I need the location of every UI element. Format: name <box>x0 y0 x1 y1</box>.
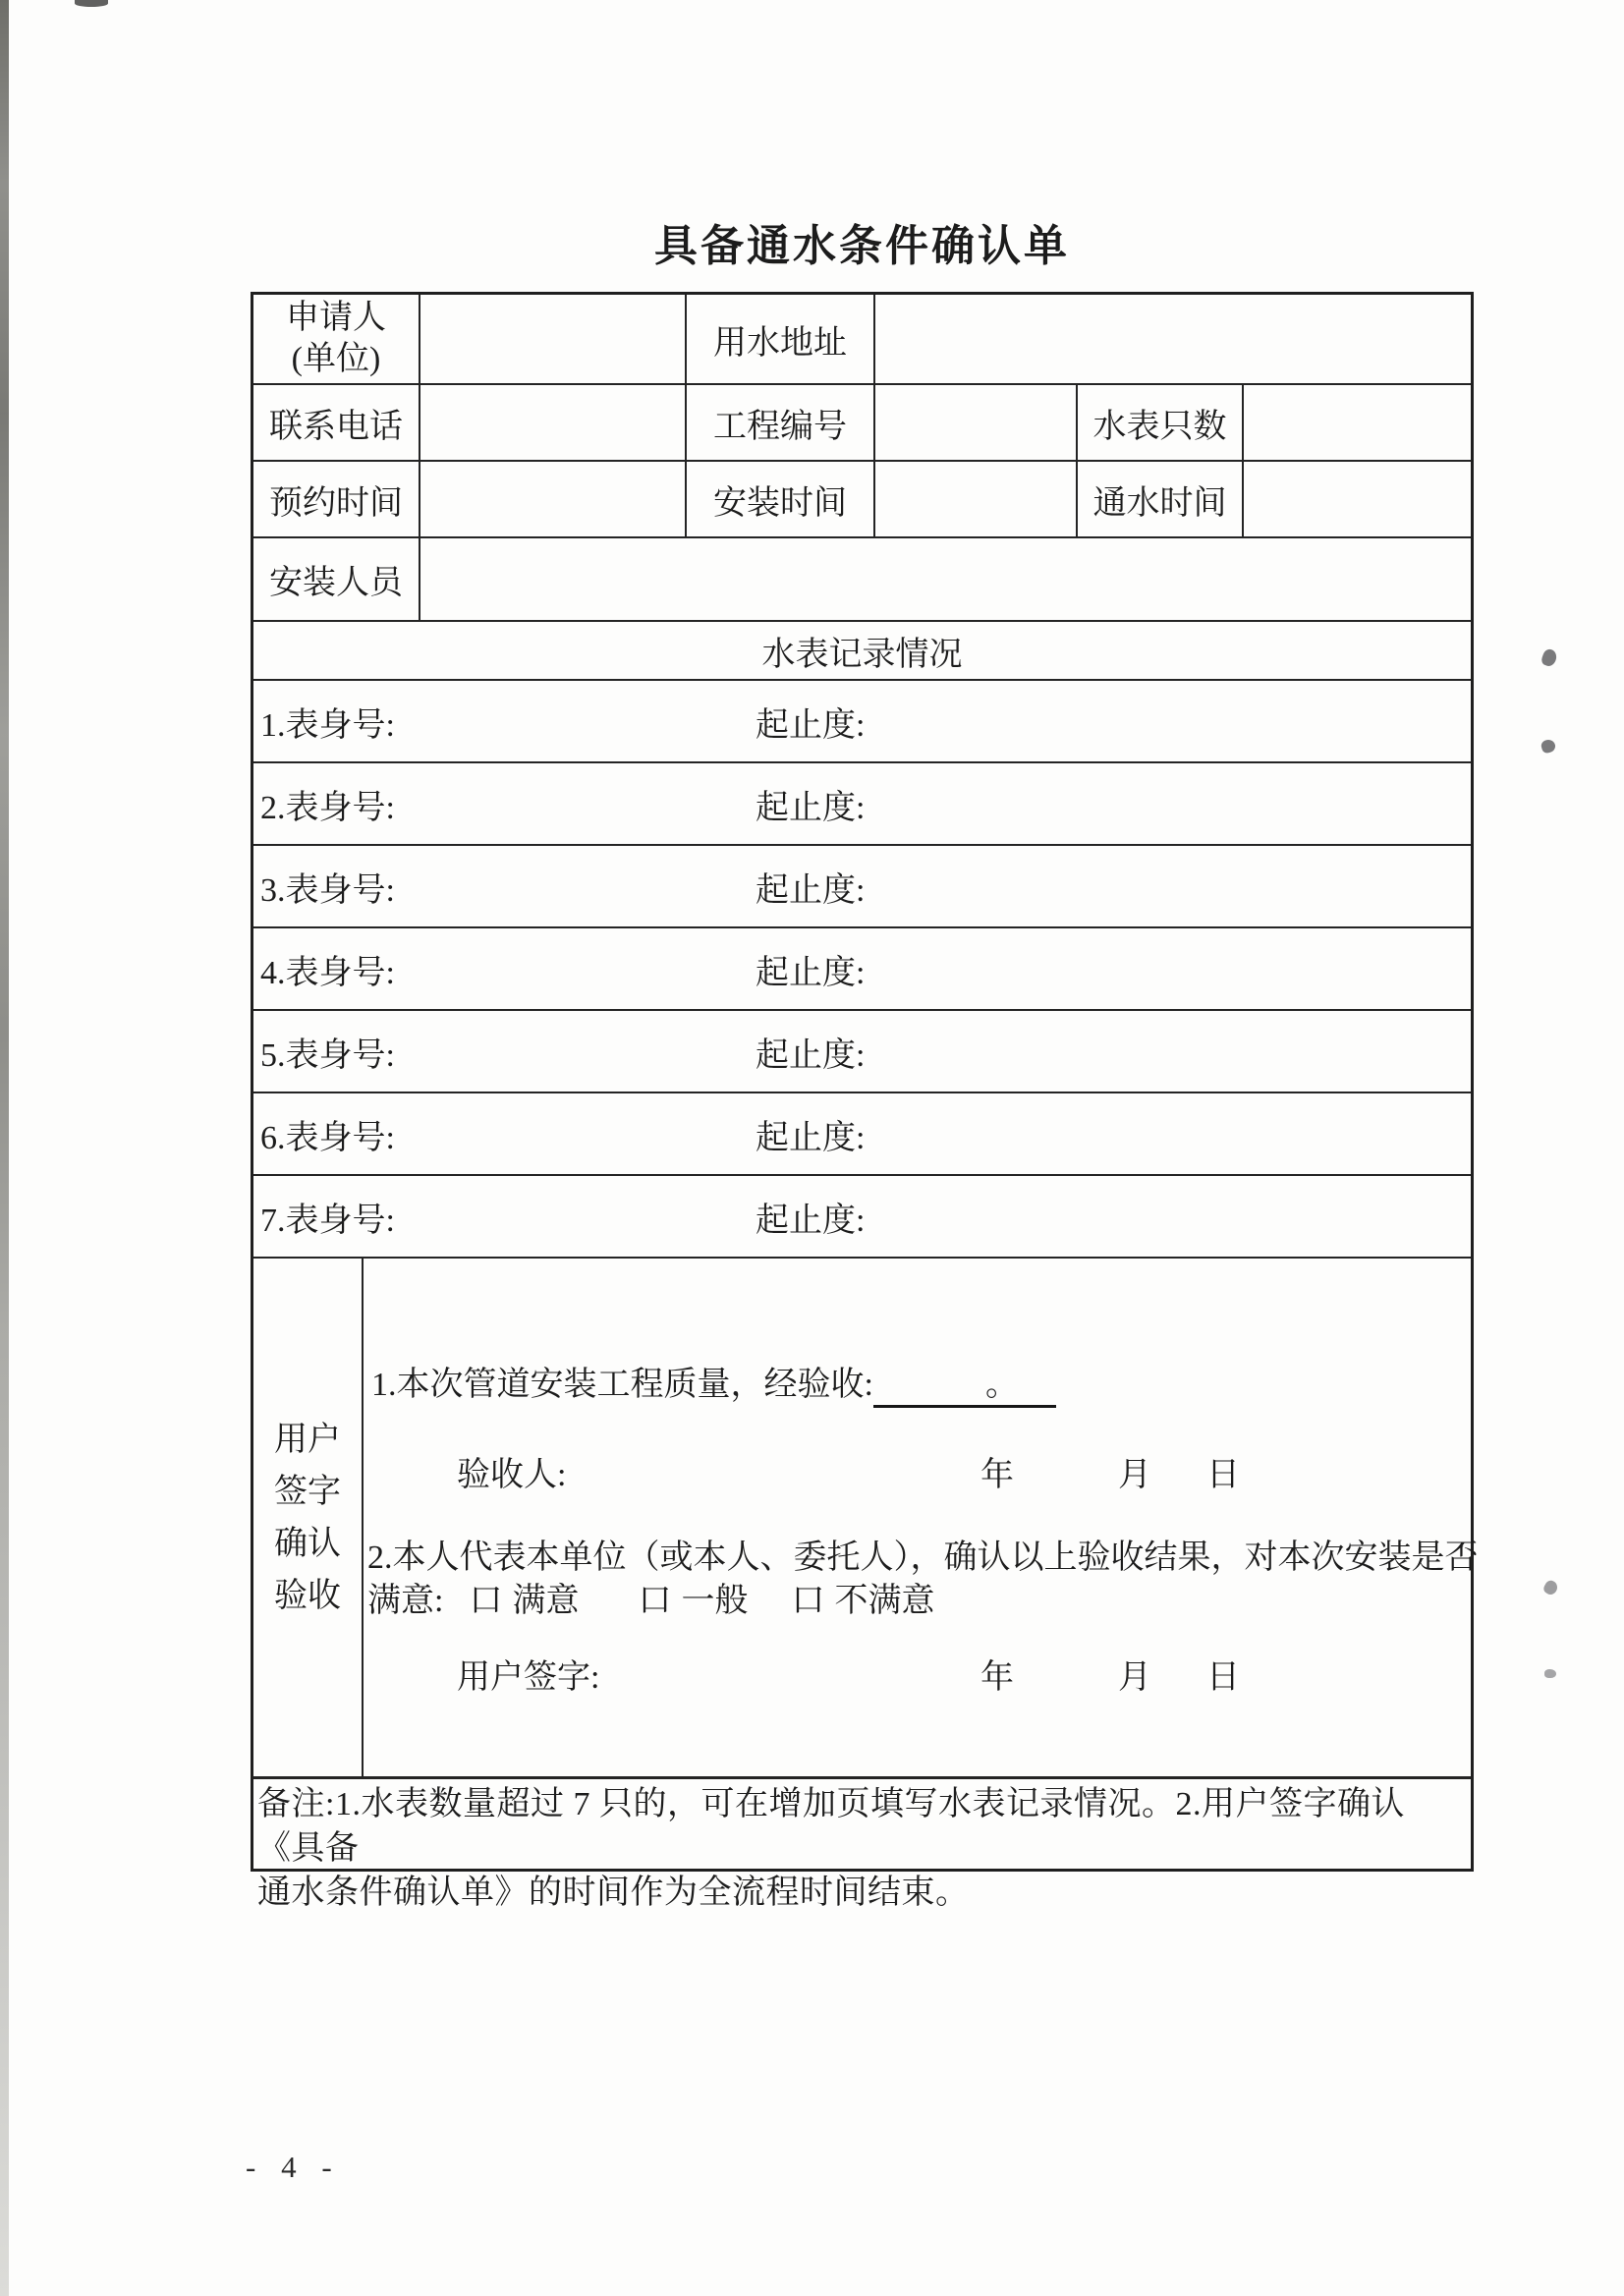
meter-count-value-cell <box>1244 385 1471 460</box>
meter-body-no-label: 4.表身号: <box>260 954 395 991</box>
applicant-label-cell <box>253 295 420 383</box>
month-label: 月 <box>1118 1659 1151 1696</box>
option-satisfied-label: 满意 <box>512 1583 580 1619</box>
scanner-edge-artifact <box>0 0 9 2296</box>
satisfaction-options-line <box>367 1573 1471 1621</box>
scan-speck <box>1540 647 1559 668</box>
option-unsatisfied <box>791 1573 934 1621</box>
meter-row-2 <box>253 763 1471 846</box>
year-label: 年 <box>980 1457 1014 1493</box>
meter-count-label-cell: 水表只数 <box>1078 385 1244 460</box>
option-unsatisfied-label: 不满意 <box>834 1583 935 1619</box>
remarks-row <box>253 1779 1471 1911</box>
meter-range-label: 起止度: <box>756 1119 866 1156</box>
address-label-cell: 用水地址 <box>687 295 875 383</box>
acceptance-item-1 <box>371 1357 1471 1408</box>
installer-label-cell: 安装人员 <box>253 538 420 620</box>
project-label-cell: 工程编号 <box>687 385 875 460</box>
scan-speck <box>1540 738 1557 754</box>
meter-range-label: 起止度: <box>756 1202 866 1239</box>
meter-body-no-label: 2.表身号: <box>260 789 395 826</box>
install-time-label-cell: 安装时间 <box>687 462 875 536</box>
confirmation-form-table <box>251 292 1479 1911</box>
year-label: 年 <box>980 1659 1014 1696</box>
wateron-time-value-cell <box>1244 462 1471 536</box>
meter-row-3 <box>253 846 1471 928</box>
signature-content <box>364 1259 1479 1776</box>
applicant-label-line1: 申请人 <box>286 300 386 336</box>
meter-body-no-label: 7.表身号: <box>260 1202 395 1239</box>
meter-range-label: 起止度: <box>756 954 866 991</box>
day-label: 日 <box>1206 1457 1240 1493</box>
applicant-label-line2: (单位) <box>291 341 381 377</box>
wateron-time-label-cell: 通水时间 <box>1078 462 1244 536</box>
scan-speck <box>1541 1579 1559 1597</box>
period-mark: 。 <box>984 1367 1019 1403</box>
appointment-value-cell <box>420 462 687 536</box>
meter-range-label: 起止度: <box>756 1036 866 1074</box>
meter-range-label: 起止度: <box>756 789 866 826</box>
acceptance-item-2-line1: 2.本人代表本单位（或本人、委托人），确认以上验收结果，对本次安装是否 <box>367 1540 1479 1576</box>
acceptor-label: 验收人: <box>457 1457 567 1493</box>
meter-body-no-label: 5.表身号: <box>260 1036 395 1074</box>
month-label: 月 <box>1118 1457 1151 1493</box>
appointment-label-cell: 预约时间 <box>253 462 420 536</box>
satisfaction-prefix: 满意: <box>367 1583 444 1619</box>
meter-row-6 <box>253 1093 1471 1176</box>
row-installer <box>253 538 1471 622</box>
user-sign-label: 用户签字: <box>457 1659 600 1696</box>
row-meter-section-header <box>253 622 1471 681</box>
checkbox-unsatisfied-icon: 口 <box>791 1583 825 1619</box>
acceptance-item-1-text: 1.本次管道安装工程质量，经验收: <box>371 1367 873 1403</box>
page-title: 具备通水条件确认单 <box>654 222 1070 270</box>
remarks-line1: 备注:1.水表数量超过 7 只的，可在增加页填写水表记录情况。2.用户签字确认《具备 <box>257 1786 1405 1867</box>
meter-section-title: 水表记录情况 <box>761 636 963 673</box>
meter-row-7 <box>253 1176 1471 1259</box>
meter-range-label: 起止度: <box>756 706 866 744</box>
option-satisfied <box>469 1573 579 1621</box>
side-label-line: 确认 <box>274 1525 341 1562</box>
signature-section <box>253 1259 1479 1779</box>
meter-row-1 <box>253 681 1471 763</box>
phone-value-cell <box>420 385 687 460</box>
day-label: 日 <box>1206 1659 1240 1696</box>
checkbox-average-icon: 口 <box>638 1583 672 1619</box>
option-average-label: 一般 <box>681 1583 749 1619</box>
meter-body-no-label: 3.表身号: <box>260 871 395 909</box>
phone-label-cell: 联系电话 <box>253 385 420 460</box>
row-applicant <box>253 295 1471 385</box>
scan-speck <box>1544 1669 1556 1678</box>
install-time-value-cell <box>875 462 1078 536</box>
checkbox-satisfied-icon: 口 <box>469 1583 503 1619</box>
meter-body-no-label: 1.表身号: <box>260 706 395 744</box>
side-label-line: 用户 <box>274 1421 341 1458</box>
meter-row-4 <box>253 928 1471 1011</box>
scan-speck <box>75 0 108 7</box>
applicant-value-cell <box>420 295 687 383</box>
option-average <box>638 1573 748 1621</box>
row-phone-project <box>253 385 1471 462</box>
side-label-line: 验收 <box>274 1577 341 1614</box>
acceptance-result-blank <box>873 1357 1056 1408</box>
remarks-line2: 通水条件确认单》的时间作为全流程时间结束。 <box>257 1875 970 1911</box>
project-value-cell <box>875 385 1078 460</box>
row-times <box>253 462 1471 538</box>
page-number: - 4 - <box>246 2150 341 2184</box>
side-label-line: 签字 <box>274 1473 341 1510</box>
address-value-cell <box>875 295 1471 383</box>
meter-body-no-label: 6.表身号: <box>260 1119 395 1156</box>
installer-value-cell <box>420 538 1471 620</box>
signature-side-label <box>253 1259 364 1776</box>
meter-range-label: 起止度: <box>756 871 866 909</box>
meter-row-5 <box>253 1011 1471 1093</box>
